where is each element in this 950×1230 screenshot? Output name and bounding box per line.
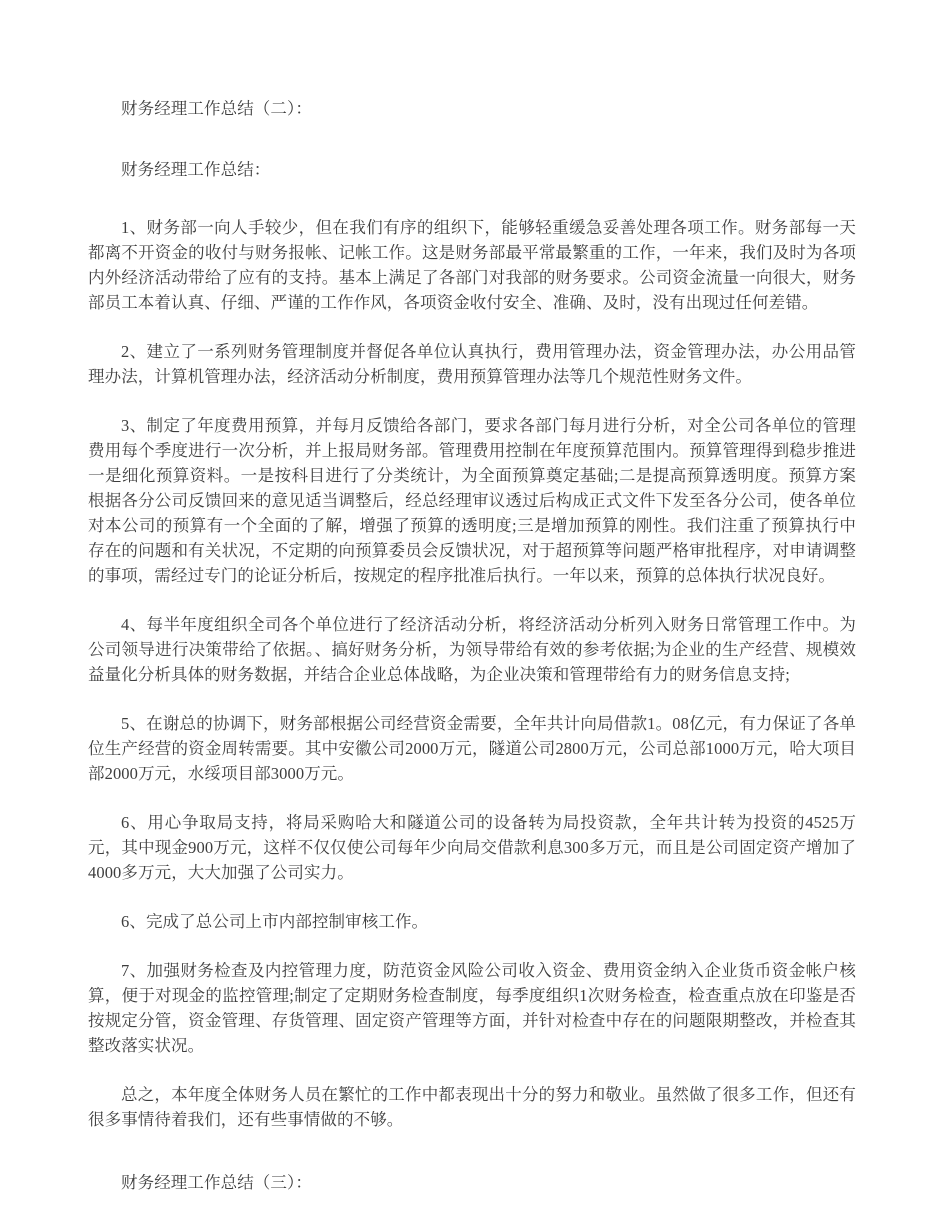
document-body [88,96,856,1195]
section-title: 财务经理工作总结（二）： [121,99,312,118]
paragraph-7: 6、完成了总公司上市内部控制审核工作。 [121,912,429,931]
paragraph-6: 6、用心争取局支持，将局采购哈大和隧道公司的设备转为局投资款，全年共计转为投资的4525万元，其中现金900万元，这样不仅仅使公司每年少向局交借款利息300多万元，而且是公司固定资产增加了4000多万元，大大加强了公司实力。 [88,813,856,882]
paragraph-8: 7、加强财务检查及内控管理力度，防范资金风险公司收入资金、费用资金纳入企业货币资金帐户核算，便于对现金的监控管理;制定了定期财务检查制度，每季度组织1次财务检查，检查重点放在印鉴是否按规定分管，资金管理、存货管理、固定资产管理等方面，并针对检查中存在的问题限期整改，并检查其整改落实状况。 [88,961,856,1055]
paragraph-summary: 总之，本年度全体财务人员在繁忙的工作中都表现出十分的努力和敬业。虽然做了很多工作，但还有很多事情待着我们，还有些事情做的不够。 [88,1085,856,1129]
next-section-title: 财务经理工作总结（三）： [121,1173,312,1192]
paragraph-2: 2、建立了一系列财务管理制度并督促各单位认真执行，费用管理办法，资金管理办法，办公用品管理办法，计算机管理办法，经济活动分析制度，费用预算管理办法等几个规范性财务文件。 [88,342,856,386]
paragraph-1: 1、财务部一向人手较少，但在我们有序的组织下，能够轻重缓急妥善处理各项工作。财务部每一天都离不开资金的收付与财务报帐、记帐工作。这是财务部最平常最繁重的工作，一年来，我们及时为各项内外经济活动带给了应有的支持。基本上满足了各部门对我部的财务要求。公司资金流量一向很大，财务部员工本着认真、仔细、严谨的工作作风，各项资金收付安全、准确、及时，没有出现过任何差错。 [88,218,856,312]
section-gap [88,1156,856,1170]
paragraph-5: 5、在谢总的协调下，财务部根据公司经营资金需要，全年共计向局借款1。08亿元，有力保证了各单位生产经营的资金周转需要。其中安徽公司2000万元，隧道公司2800万元，公司总部1000万元，哈大项目部2000万元，水绥项目部3000万元。 [88,714,856,783]
paragraph-4: 4、每半年度组织全司各个单位进行了经济活动分析，将经济活动分析列入财务日常管理工作中。为公司领导进行决策带给了依据。、搞好财务分析，为领导带给有效的参考依据;为企业的生产经营、规模效益量化分析具体的财务数据，并结合企业总体战略，为企业决策和管理带给有力的财务信息支持; [88,615,856,684]
section-subtitle: 财务经理工作总结： [121,160,271,179]
paragraph-3: 3、制定了年度费用预算，并每月反馈给各部门，要求各部门每月进行分析，对全公司各单位的管理费用每个季度进行一次分析，并上报局财务部。管理费用控制在年度预算范围内。预算管理得到稳步推进一是细化预算资料。一是按科目进行了分类统计，为全面预算奠定基础;二是提高预算透明度。预算方案根据各分公司反馈回来的意见适当调整后，经总经理审议透过后构成正式文件下发至各分公司，使各单位对本公司的预算有一个全面的了解，增强了预算的透明度;三是增加预算的刚性。我们注重了预算执行中存在的问题和有关状况，不定期的向预算委员会反馈状况，对于超预算等问题严格审批程序，对申请调整的事项，需经过专门的论证分析后，按规定的程序批准后执行。一年以来，预算的总体执行状况良好。 [88,416,856,585]
